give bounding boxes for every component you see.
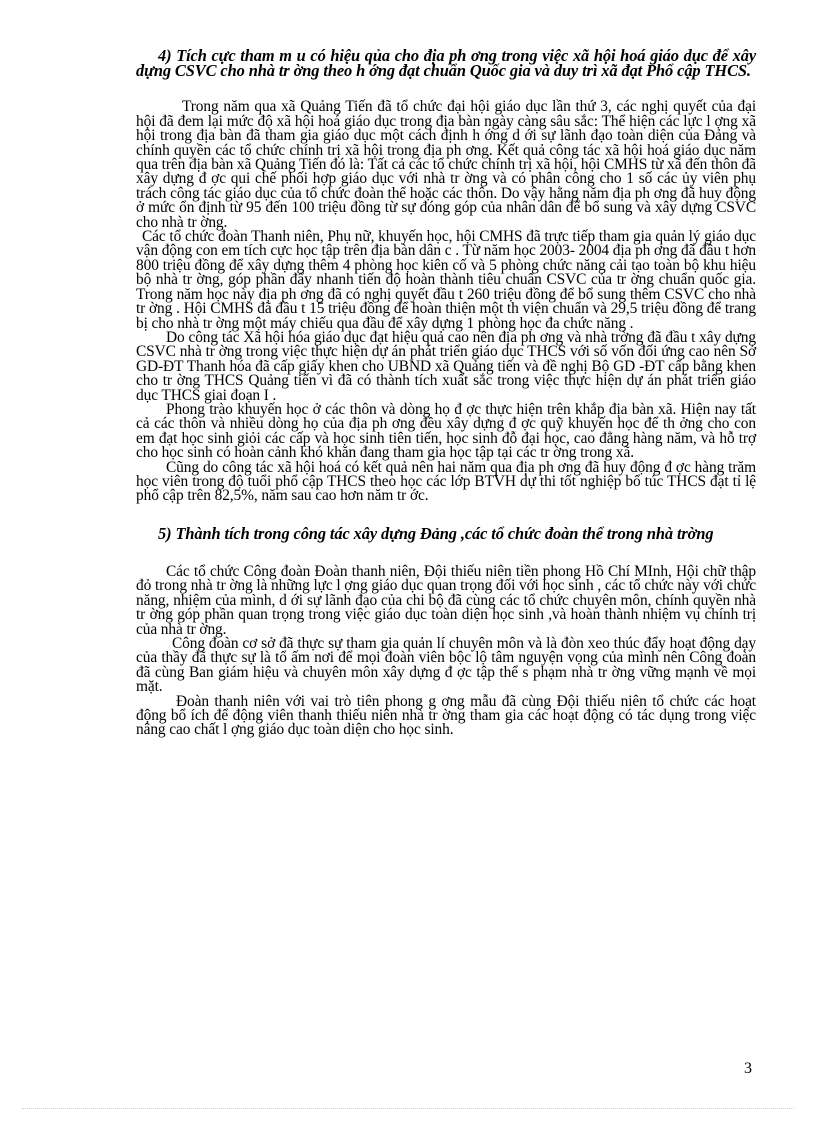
section-5-paragraph-1: Các tổ chức Công đoàn Đoàn thanh niên, Đội thiếu niên tiền phong Hồ Chí MInh, Hội chữ thập đỏ trong nhà tr ờng là những lực l ợng giáo dục quan trọng đối với học sinh , các tổ chức này với chức năng, nhiệm của mình, d ới sự lãnh đạo của chi bộ đã cùng các tổ chức chuyên môn, chính quyền nhà tr ờng góp phần quan trọng trong việc giáo dục toàn diện học sinh ,và hoàn thành nhiệm vụ chính trị của nhà tr ờng. [136,562,756,638]
page-number: 3 [744,1060,752,1077]
footer-divider [22,1108,794,1109]
section-4-paragraph-1: Trong năm qua xã Quảng Tiến đã tổ chức đại hội giáo dục lần thứ 3, các nghị quyết của đại hội đã đem lại mức độ xã hội hoá giáo dục trong địa bàn ngày càng sâu sắc: Thể hiện các lực l ợng xã hội trong địa bàn đã tham gia giáo dục một cách định h ớng d ới sự lãnh đạo toàn diện của Đảng và chính quyền các tổ chức chính trị xã hội trong địa ph ơng. Kết quả công tác xã hội hoá giáo dục năm qua trên địa bàn xã Quảng Tiến đó là: Tất cả các tổ chức chính trị xã hội, hội CMHS từ xã đến thôn đã xây dựng đ ợc qui chế phối hợp giáo dục với nhà tr ờng và có phân công cho 1 số các ủy viên phụ trách công tác giáo dục của tổ chức đoàn thể hoặc các thôn. Do vậy hằng năm địa ph ơng đã huy động ở mức ổn định từ 95 đến 100 triệu đồng từ sự đóng góp của nhân dân để bổ sung và xây dựng CSVC cho nhà tr ờng. [136,98,756,231]
document-page [136,48,756,738]
section-5-paragraph-2: Công đoàn cơ sở đã thực sự tham gia quản lí chuyên môn và là đòn xeo thúc đẩy hoạt động dạy của thầy đã thực sự là tổ ấm nơi để mọi đoàn viên bộc lộ tâm nguyện vọng của mình nên Công đoàn đã cùng Ban giám hiệu và chuyên môn xây dựng đ ợc tập thể s phạm nhà tr ờng vững mạnh về mọi mặt. [136,635,756,696]
section-5-paragraph-3: Đoàn thanh niên với vai trò tiên phong g ơng mẫu đã cùng Đội thiếu niên tổ chức các hoạt động bổ ích để động viên thanh thiếu niên nhà tr ờng tham gia các hoạt động có tác dụng trong việc nâng cao chất l ợng giáo dục toàn diện cho học sinh. [136,692,756,739]
section-5-heading-text: 5) Thành tích trong công tác xây dựng Đảng ,các tổ chức đoàn thể trong nhà trờng [158,523,714,543]
section-4-paragraph-3: Do công tác Xã hội hóa giáo dục đạt hiệu quả cao nên địa ph ơng và nhà trờng đã đầu t xây dựng CSVC nhà tr ờng trong việc thực hiện dự án phát triển giáo dục THCS với số vốn đối ứng cao nên Sở GD-ĐT Thanh hóa đã cấp giấy khen cho UBND xã Quảng tiến và đề nghị Bộ GD -ĐT cấp bằng khen cho tr ờng THCS Quảng tiến vì đã có thành tích xuất sắc trong việc thực hiện dự án phát triển giáo dục THCS giai đoạn I . [136,328,756,404]
section-4-paragraph-4: Phong trào khuyến học ở các thôn và dòng họ đ ợc thực hiện trên khắp địa bàn xã. Hiện nay tất cả các thôn và nhiều dòng họ của địa ph ơng đều xây dựng đ ợc quỹ khuyến học để th ởng cho con em đạt học sinh giỏi các cấp và học sinh tiên tiến, học sinh đỗ đại học, cao đẳng hàng năm, và hỗ trợ cho học sinh có hoàn cảnh khó khăn đang tham gia học tập tại các tr ờng trong xã. [136,400,756,462]
section-4-paragraph-5: Cũng do công tác xã hội hoá có kết quả nên hai năm qua địa ph ơng đã huy động đ ợc hàng trăm học viên trong độ tuổi phổ cập THCS theo học các lớp BTVH dự thi tốt nghiệp bổ túc THCS đạt tỉ lệ phổ cập trên 82,5%, năm sau cao hơn năm tr ớc. [136,458,756,505]
section-4-heading [136,46,756,81]
section-4-paragraph-2: Các tổ chức đoàn Thanh niên, Phụ nữ, khuyến học, hội CMHS đã trực tiếp tham gia quản lý giáo dục vận động con em tích cực học tập trên địa bàn dân c . Từ năm học 2003- 2004 địa ph ơng đã đầu t hơn 800 triệu đồng để xây dựng thêm 4 phòng học kiên cố và 5 phòng chức năng cải tạo toàn bộ khu hiệu bộ nhà tr ờng, góp phần đẩy nhanh tiến độ hoàn thành tiêu chuẩn CSVC của tr ờng chuẩn quốc gia. Trong năm học này địa ph ơng đã có nghị quyết đầu t 260 triệu đồng để bổ sung thêm CSVC cho nhà tr ờng . Hội CMHS đã đầu t 15 triệu đồng để hoàn thiện một th viện chuẩn và 29,5 triệu đồng để trang bị cho nhà tr ờng một máy chiếu qua đầu để xây dựng 1 phòng học đa chức năng . [136,228,756,332]
section-5-heading [136,523,756,543]
section-4-heading-text: 4) Tích cực tham m u có hiệu qủa cho địa ph ơng trong việc xã hội hoá giáo dục để xây dựng CSVC cho nhà tr ờng theo h ớng đạt chuẩn Quốc gia và duy trì xã đạt Phổ cập THCS. [136,46,756,81]
